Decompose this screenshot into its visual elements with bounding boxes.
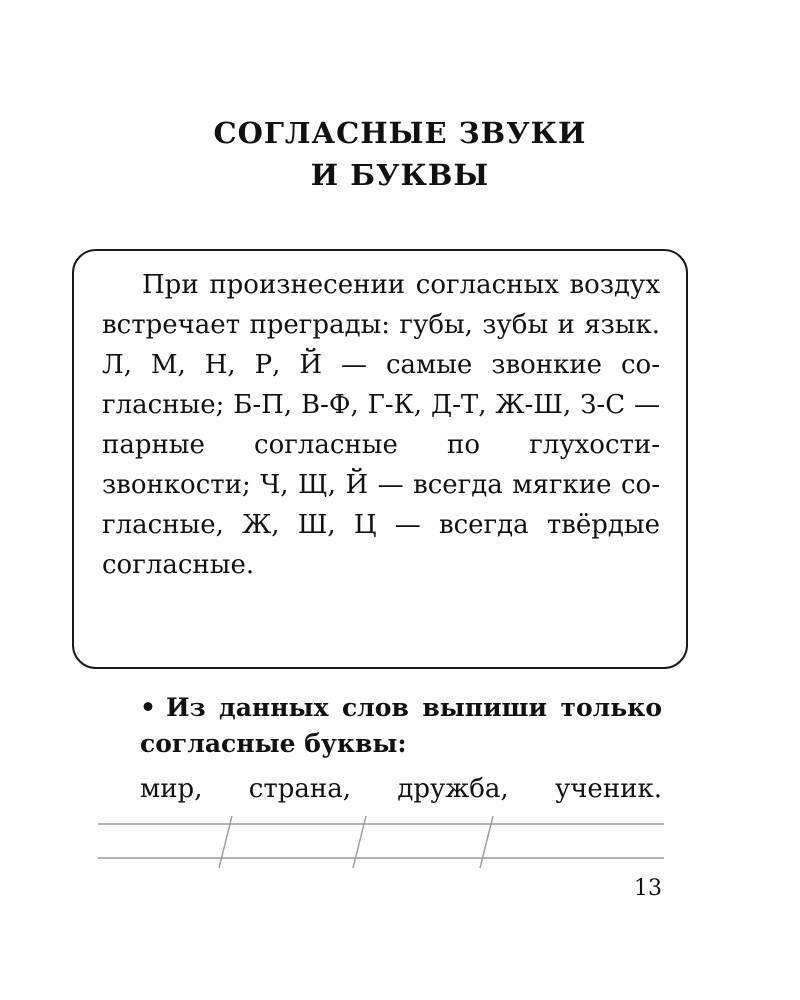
rule-box <box>72 249 688 669</box>
title-line-1: СОГЛАСНЫЕ ЗВУКИ <box>213 116 587 150</box>
page-number: 13 <box>634 876 662 901</box>
task-words: мир, страна, дружба, ученик. <box>140 774 662 804</box>
task-instruction-block <box>140 690 662 762</box>
bullet-icon: • <box>140 693 156 722</box>
writing-lines[interactable] <box>98 812 664 872</box>
rule-text: При произнесении согласных воздух встречает преграды: губы, зубы и язык. Л, М, Н, Р, Й — самые звонкие согласные; Б-П, В-Ф, Г-К, Д-Т, Ж-Ш, З-С — парные согласные по глухости-звонкости; Ч, Щ, Й — всегда мягкие согласные, Ж, Ш, Ц — всегда твёрдые согласные. <box>102 270 660 580</box>
title-line-2: И БУКВЫ <box>310 158 490 192</box>
task-instruction: Из данных слов выпиши только согласные буквы: <box>140 693 662 758</box>
page-title <box>0 112 800 196</box>
